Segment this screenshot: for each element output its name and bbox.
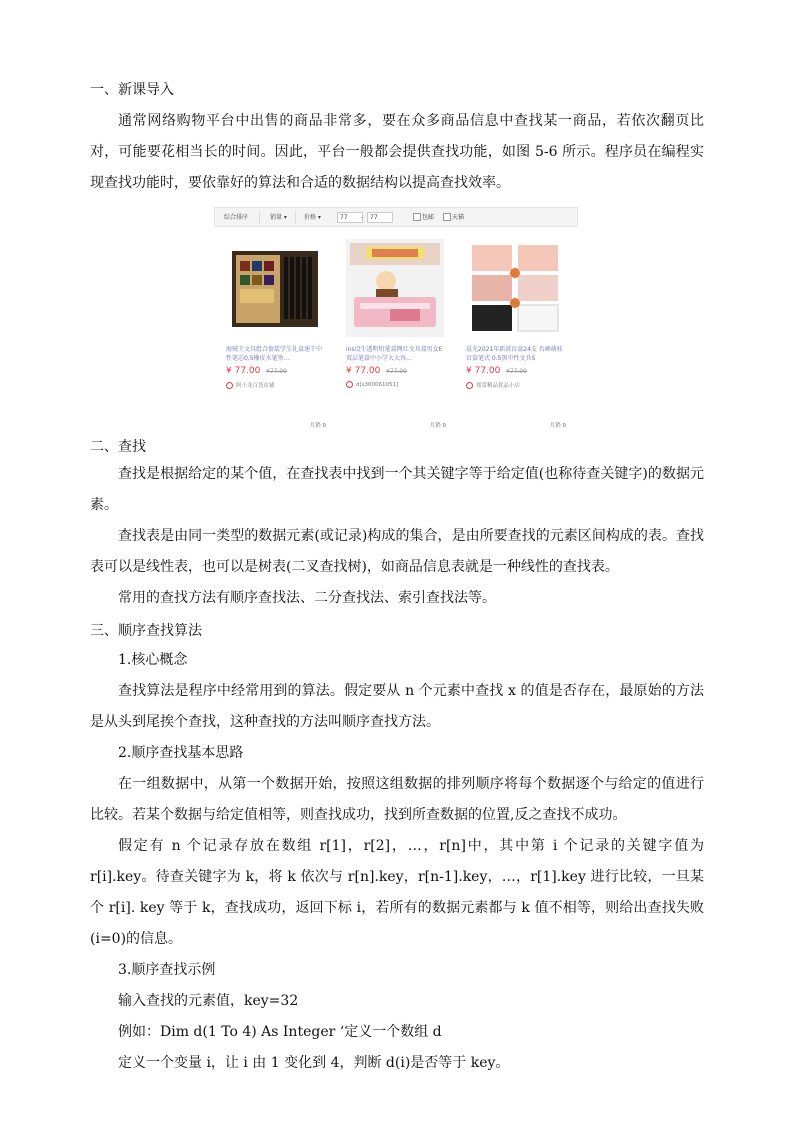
shop-icon (466, 382, 473, 389)
search-table-definition: 查找表是由同一类型的数据元素(或记录)构成的集合，是由所要查找的元素区间构成的表。查找表可以是线性表，也可以是树表(二叉查找树)，如商品信息表就是一种线性的查找表。 (90, 528, 704, 575)
monthly-sales: 月销 0 (549, 423, 566, 429)
sales-tab[interactable]: 销量 ▾ (270, 214, 287, 221)
product-old-price: ¥77.00 (386, 368, 407, 375)
example-line-3: 定义一个变量 i，让 i 由 1 变化到 4，判断 d(i)是否等于 key。 (118, 1055, 510, 1071)
price-min-input[interactable]: 77 (337, 212, 363, 223)
core-concept-paragraph: 查找算法是程序中经常用到的算法。假定要从 n 个元素中查找 x 的值是否存在，最原始的方法是从头到尾挨个查找，这种查找的方法叫顺序查找方法。 (90, 683, 704, 730)
product-price: ¥ 77.00 (346, 366, 381, 376)
product-image (466, 239, 564, 337)
document-page (90, 80, 704, 1079)
section-3-title: 三、顺序查找算法 (90, 623, 202, 639)
divider (295, 211, 296, 224)
example-line-1: 输入查找的元素值，key=32 (118, 993, 299, 1009)
example-line-2: 例如：Dim d(1 To 4) As Integer ‘定义一个数组 d (118, 1024, 442, 1040)
product-title[interactable]: ins设生透明铅笔盒网红文具盒男女E双层笔盒中小学大大容... (346, 346, 443, 362)
basic-idea-paragraph: 在一组数据中，从第一个数据开始，按照这组数据的排列顺序将每个数据逐个与给定的值进行比较。若某个数据与给定值相等，则查找成功，找到所查数据的位置,反之查找不成功。 (90, 776, 704, 823)
product-old-price: ¥77.00 (506, 368, 527, 375)
intro-paragraph: 通常网络购物平台中出售的商品非常多，要在众多商品信息中查找某一商品，若依次翻页比对，可能要花相当长的时间。因此，平台一般都会提供查找功能，如图 5-6 所示。程序员在编程实现查找功能时，要依靠好的算法和合适的数据结构以提高查找效率。 (90, 113, 704, 191)
shop-label: 郑蕾精品优品小店 (476, 383, 521, 389)
shop-name[interactable] (346, 381, 398, 388)
free-shipping-label: 包邮 (422, 214, 435, 221)
subheading-basic-idea: 2.顺序查找基本思路 (118, 745, 244, 761)
product-price: ¥ 77.00 (466, 366, 501, 376)
shop-icon (226, 382, 233, 389)
shop-name[interactable] (226, 381, 275, 389)
filter-bar (214, 207, 578, 227)
search-definition: 查找是根据给定的某个值，在查找表中找到一个其关键字等于给定值(也称待查关键字)的数据元素。 (90, 466, 704, 513)
price-dash: - (361, 214, 364, 221)
sort-tab[interactable]: 综合排序 (224, 214, 249, 221)
product-image (226, 239, 324, 337)
divider (259, 211, 260, 224)
shop-icon (346, 381, 353, 388)
monthly-sales: 月销 0 (309, 423, 326, 429)
price-max-input[interactable]: 77 (367, 212, 393, 223)
product-image (346, 239, 444, 337)
monthly-sales: 月销 0 (429, 423, 446, 429)
product-old-price: ¥77.00 (266, 368, 287, 375)
product-search-screenshot (214, 207, 578, 429)
product-card[interactable] (456, 231, 574, 427)
section-2-title: 二、查找 (90, 439, 146, 455)
price-tab[interactable]: 价格 ▾ (304, 214, 321, 221)
subheading-example: 3.顺序查找示例 (118, 962, 216, 978)
product-title[interactable]: 海贼王文具组合套装学生礼盒速干中性笔芯0.5橡皮水笔签... (226, 346, 323, 362)
tmall-label: 天猫 (452, 214, 465, 221)
shop-label: d[s300061051] (356, 382, 399, 388)
product-card[interactable] (216, 231, 334, 427)
shop-label: 阿小龙百货店铺 (236, 383, 275, 389)
section-1-title: 一、新课导入 (90, 82, 174, 98)
search-methods: 常用的查找方法有顺序查找法、二分查找法、索引查找法等。 (118, 590, 496, 606)
product-card[interactable] (336, 231, 454, 427)
product-price: ¥ 77.00 (226, 366, 261, 376)
shop-name[interactable] (466, 381, 520, 389)
subheading-core-concept: 1.核心概念 (118, 652, 188, 668)
product-title[interactable]: 晨光2021年新款盲盒24支 否画萌娃 盲盒笔式 0.5黑中性文具S (466, 346, 563, 362)
record-paragraph: 假定有 n 个记录存放在数组 r[1]，r[2]，…，r[n]中，其中第 i 个记录的关键字值为 r[i].key。待查关键字为 k，将 k 依次与 r[n].key，r[n-1].key，…，r[1].key 进行比较，一旦某个 r[i]. key 等于 k，查找成功，返回下标 i，若所有的数据元素都与 k 值不相等，则给出查找失败(i=0)的信息。 (90, 838, 704, 947)
